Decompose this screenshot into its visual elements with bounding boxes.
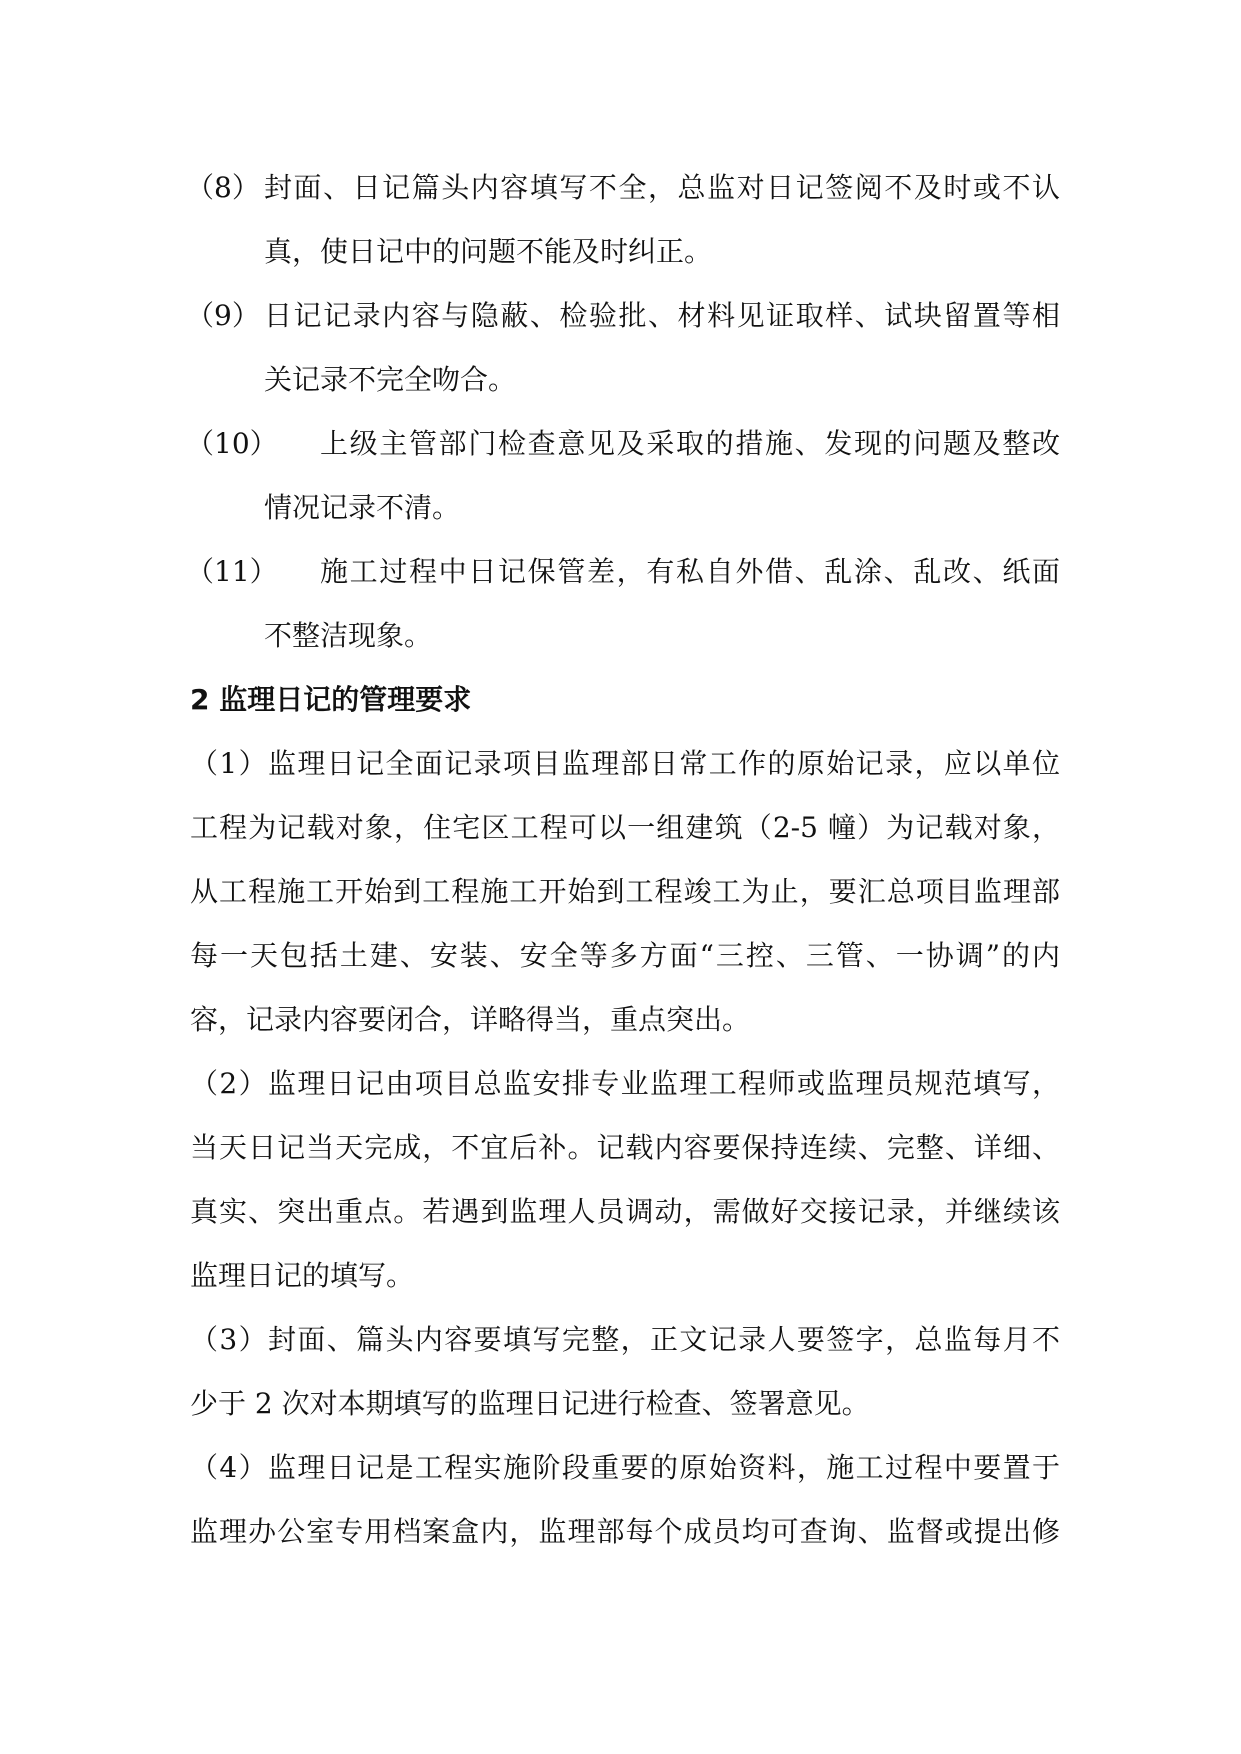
item-number: （11）: [186, 555, 278, 588]
item-text-line: 真，使日记中的问题不能及时纠正。: [264, 235, 713, 268]
item-number: （10）: [186, 427, 278, 460]
paragraph-line: 少于 2 次对本期填写的监理日记进行检查、签署意见。: [190, 1387, 870, 1420]
paragraph-line: 工程为记载对象，住宅区工程可以一组建筑（2-5 幢）为记载对象，: [190, 811, 1060, 844]
item-text-line: 日记记录内容与隐蔽、检验批、材料见证取样、试块留置等相: [264, 299, 1060, 332]
item-text-line: 封面、日记篇头内容填写不全，总监对日记签阅不及时或不认: [264, 171, 1060, 204]
item-number: （8）: [186, 171, 260, 204]
paragraph-line: （3）封面、篇头内容要填写完整，正文记录人要签字，总监每月不: [190, 1323, 1060, 1356]
paragraph-line: 监理日记的填写。: [190, 1259, 415, 1292]
paragraph: [190, 1308, 1060, 1436]
item-text-line: 不整洁现象。: [264, 619, 433, 652]
item-number: （9）: [186, 299, 260, 332]
paragraph: [190, 732, 1060, 1052]
paragraph: [190, 1436, 1060, 1564]
list-item: [186, 284, 1060, 412]
document-body: [186, 156, 1060, 1564]
paragraph-line: 当天日记当天完成，不宜后补。记载内容要保持连续、完整、详细、: [190, 1131, 1060, 1164]
paragraph-line: （2）监理日记由项目总监安排专业监理工程师或监理员规范填写，: [190, 1067, 1060, 1100]
paragraph-line: （1）监理日记全面记录项目监理部日常工作的原始记录，应以单位: [190, 747, 1060, 780]
paragraph-line: 真实、突出重点。若遇到监理人员调动，需做好交接记录，并继续该: [190, 1195, 1060, 1228]
list-item: [186, 540, 1060, 668]
section-heading: 2 监理日记的管理要求: [190, 683, 472, 716]
paragraph-line: （4）监理日记是工程实施阶段重要的原始资料，施工过程中要置于: [190, 1451, 1060, 1484]
list-item: [186, 156, 1060, 284]
item-text-line: 关记录不完全吻合。: [264, 363, 517, 396]
paragraph: [190, 1052, 1060, 1308]
paragraph-line: 每一天包括土建、安装、安全等多方面“三控、三管、一协调”的内: [190, 939, 1060, 972]
item-text-line: 上级主管部门检查意见及采取的措施、发现的问题及整改: [320, 427, 1060, 460]
paragraph-line: 监理办公室专用档案盒内，监理部每个成员均可查询、监督或提出修: [190, 1515, 1060, 1548]
list-item: [186, 412, 1060, 540]
paragraph-line: 从工程施工开始到工程施工开始到工程竣工为止，要汇总项目监理部: [190, 875, 1060, 908]
item-text-line: 情况记录不清。: [264, 491, 461, 524]
paragraph-line: 容，记录内容要闭合，详略得当，重点突出。: [190, 1003, 751, 1036]
item-text-line: 施工过程中日记保管差，有私自外借、乱涂、乱改、纸面: [320, 555, 1060, 588]
